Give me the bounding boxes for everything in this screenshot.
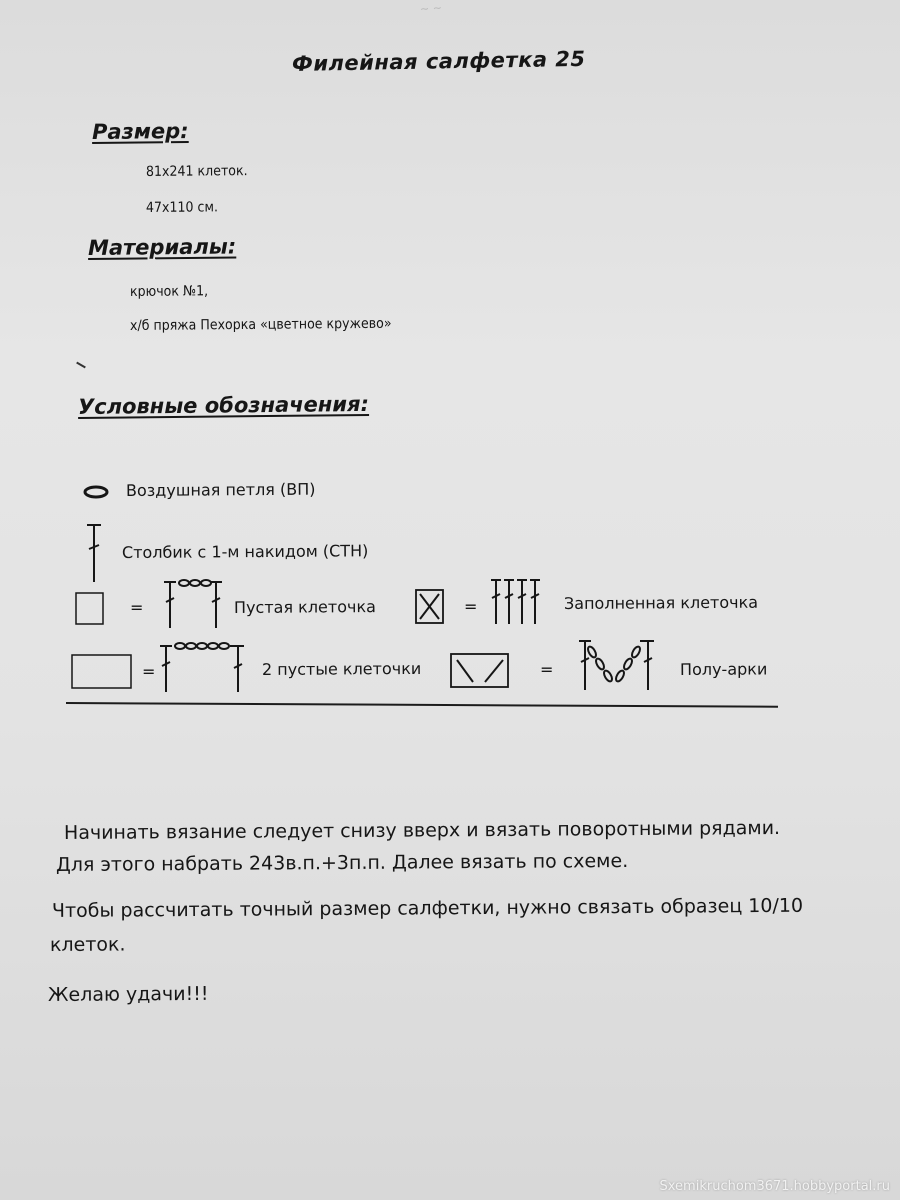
size-cells: 81x241 клеток. <box>145 163 248 180</box>
legend-filled-label: Заполненная клеточка <box>563 592 759 613</box>
legend-chain-label: Воздушная петля (ВП) <box>125 479 316 500</box>
materials-hook: крючок №1, <box>129 283 209 300</box>
paper-speck <box>76 362 86 369</box>
empty-cell-icon <box>74 591 106 627</box>
legend-dc-label: Столбик с 1-м накидом (СТН) <box>121 541 369 562</box>
double-crochet-icon <box>84 522 104 584</box>
instruction-line-4: клеток. <box>49 933 126 956</box>
empty-cell-stitches-icon <box>160 578 226 630</box>
instruction-line-3: Чтобы рассчитать точный размер салфетки, нужно связать образец 10/10 <box>51 894 804 922</box>
closing-wish: Желаю удачи!!! <box>47 982 209 1006</box>
watermark-text: Sxemikruchom3671.hobbyportal.ru <box>659 1179 890 1194</box>
materials-heading: Материалы: <box>87 234 237 260</box>
legend-empty-label: Пустая клеточка <box>233 597 376 617</box>
two-empty-cells-icon <box>70 653 134 691</box>
equals-sign: = <box>130 598 144 617</box>
size-cm: 47x110 см. <box>145 199 219 216</box>
half-arch-stitches-icon <box>576 636 660 694</box>
legend-half-arch-label: Полу-арки <box>679 659 768 679</box>
chain-loop-icon <box>82 484 110 500</box>
equals-sign: = <box>142 662 156 681</box>
page-title: Филейная салфетка 25 <box>291 46 586 76</box>
two-empty-cells-stitches-icon <box>156 640 250 694</box>
filled-cell-stitches-icon <box>488 576 550 626</box>
equals-sign: = <box>540 660 554 679</box>
instruction-line-1: Начинать вязание следует снизу вверх и вязать поворотными рядами. <box>63 817 781 844</box>
legend-heading: Условные обозначения: <box>77 391 370 419</box>
size-heading: Размер: <box>91 118 189 144</box>
legend-two-empty-label: 2 пустые клеточки <box>261 658 422 679</box>
half-arch-icon <box>449 652 511 690</box>
filled-cell-icon <box>414 588 446 626</box>
bleed-through-mark: ~ ~ <box>419 1 443 16</box>
divider-line <box>66 702 778 708</box>
equals-sign: = <box>464 597 478 616</box>
materials-yarn: х/б пряжа Пехорка «цветное кружево» <box>129 315 392 334</box>
instruction-line-2: Для этого набрать 243в.п.+3п.п. Далее вязать по схеме. <box>55 850 629 876</box>
